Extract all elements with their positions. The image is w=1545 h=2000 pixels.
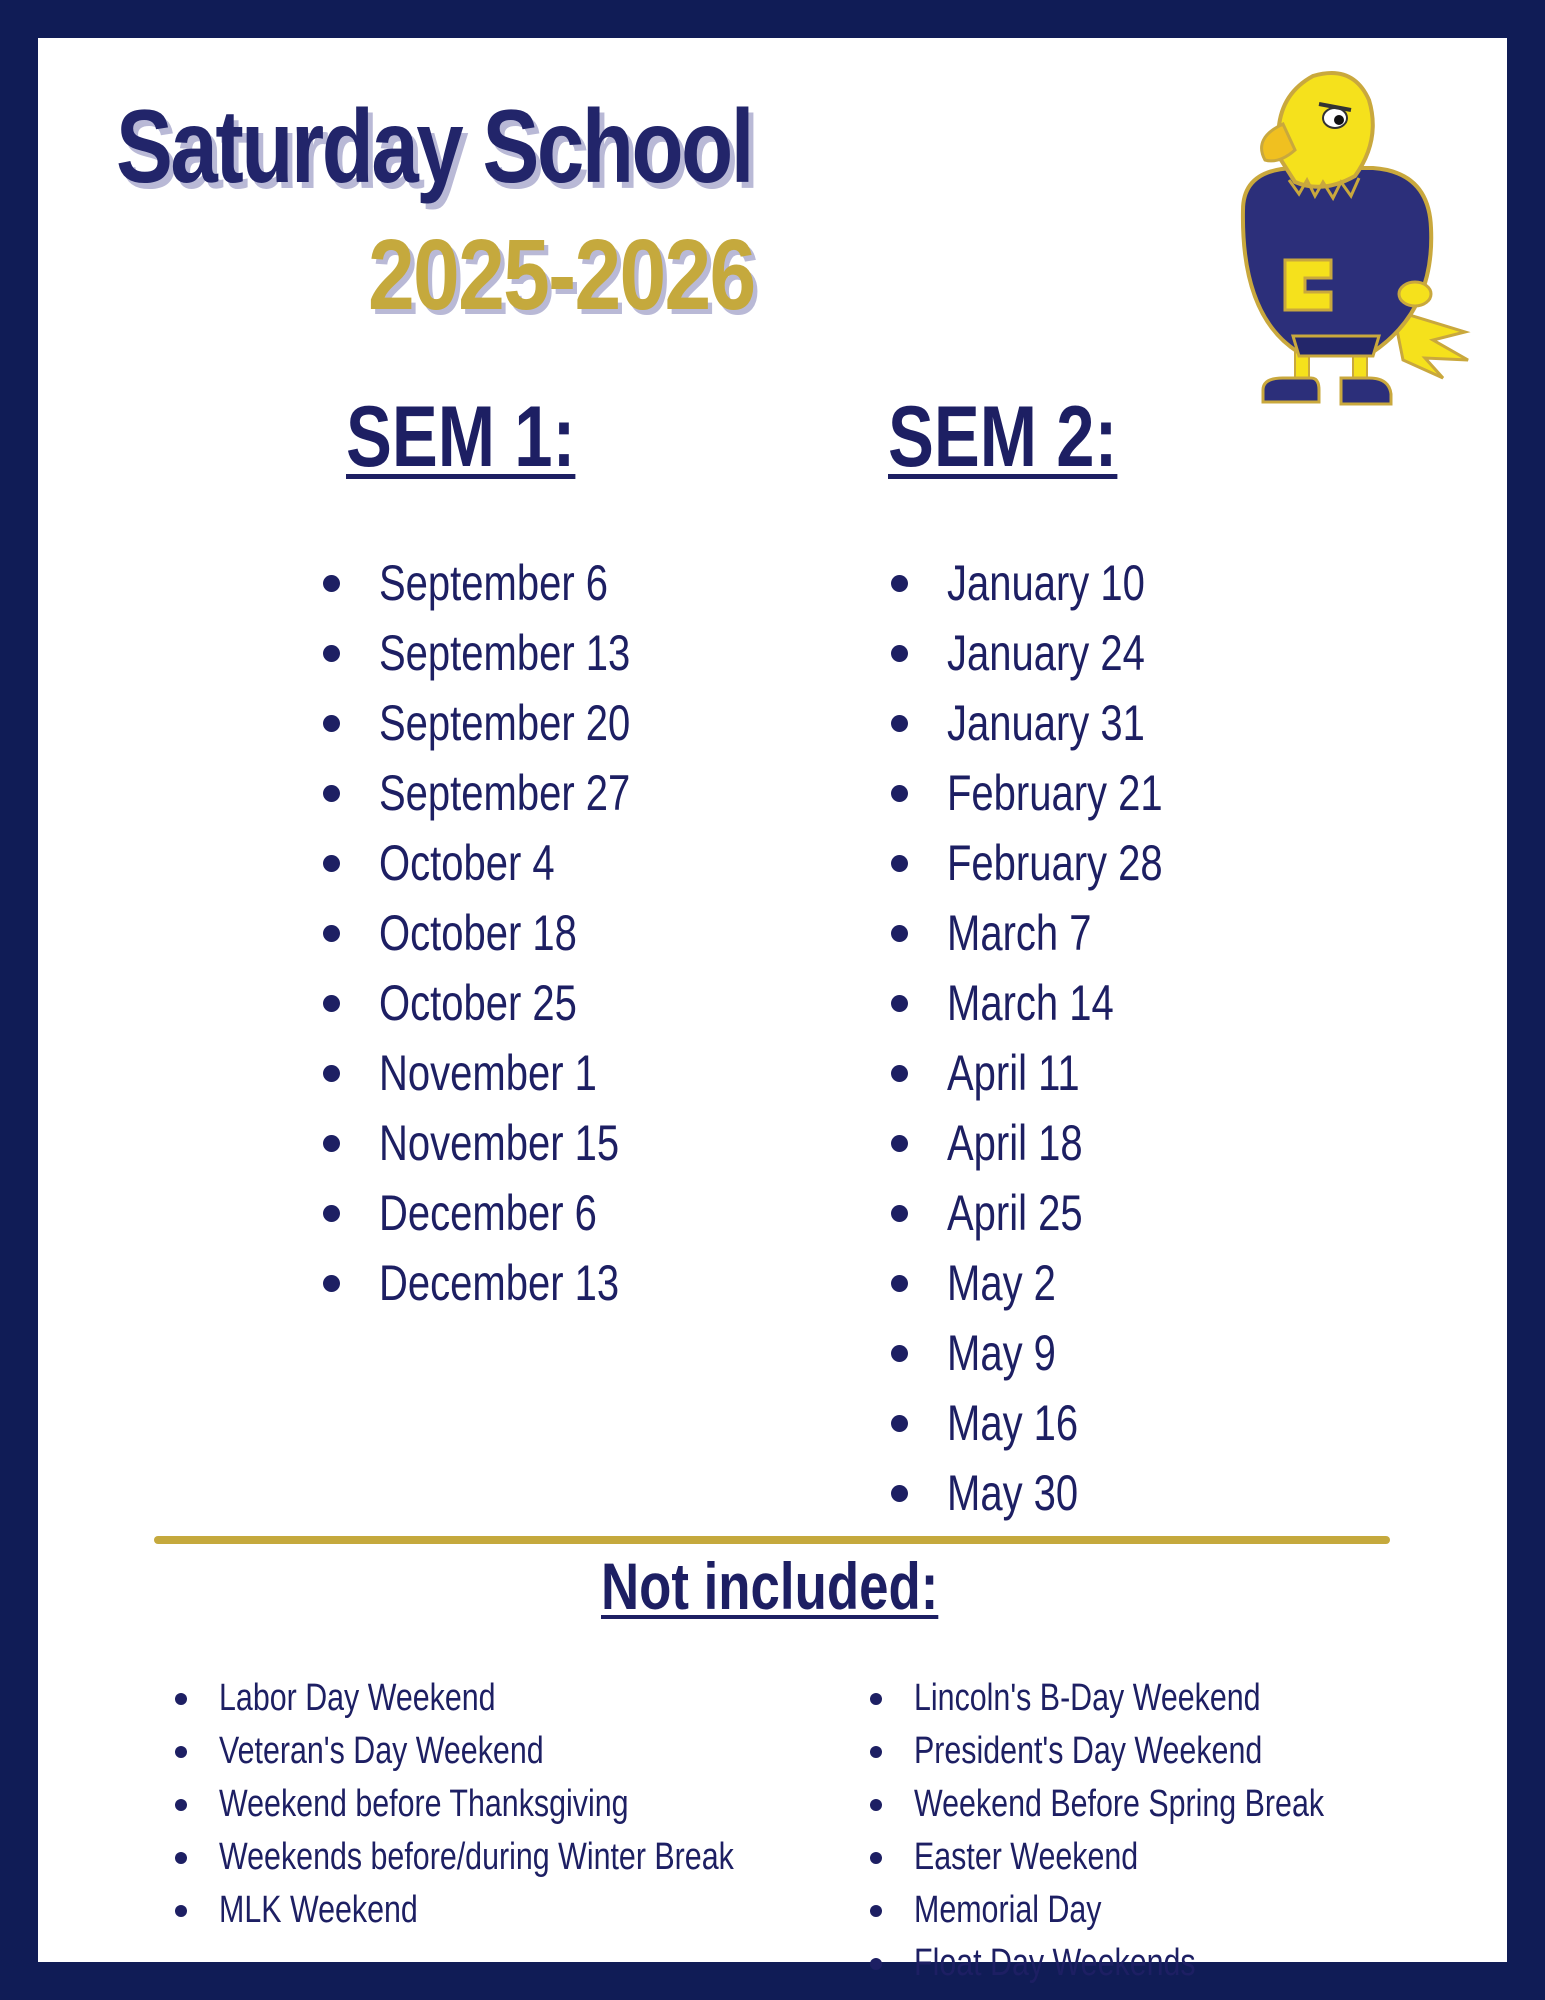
- list-item: February 21: [891, 758, 1391, 828]
- bullet-icon: [891, 995, 908, 1012]
- list-item: January 24: [891, 618, 1391, 688]
- bullet-icon: [323, 1065, 340, 1082]
- bullet-icon: [175, 1852, 187, 1864]
- bullet-icon: [175, 1693, 187, 1705]
- bullet-icon: [891, 1345, 908, 1362]
- bullet-icon: [323, 1205, 340, 1222]
- list-item: April 18: [891, 1108, 1391, 1178]
- bullet-icon: [870, 1905, 882, 1917]
- list-item: Lincoln's B-Day Weekend: [870, 1672, 1490, 1725]
- bullet-icon: [175, 1905, 187, 1917]
- bullet-icon: [891, 1275, 908, 1292]
- bullet-icon: [323, 715, 340, 732]
- gold-divider: [154, 1536, 1390, 1544]
- bullet-icon: [323, 575, 340, 592]
- list-item: May 30: [891, 1458, 1391, 1528]
- bullet-icon: [891, 1205, 908, 1222]
- list-item: September 20: [323, 688, 823, 758]
- bullet-icon: [891, 1135, 908, 1152]
- bullet-icon: [891, 925, 908, 942]
- bullet-icon: [891, 785, 908, 802]
- sem1-date-list: [323, 548, 823, 1318]
- list-item: Memorial Day: [870, 1884, 1490, 1937]
- list-item: September 13: [323, 618, 823, 688]
- bullet-icon: [870, 1693, 882, 1705]
- list-item: December 6: [323, 1178, 823, 1248]
- bullet-icon: [891, 1485, 908, 1502]
- not-included-heading: Not included:: [601, 1549, 939, 1623]
- list-item: November 15: [323, 1108, 823, 1178]
- list-item: Float Day Weekends: [870, 1937, 1490, 1990]
- list-item: Weekend Before Spring Break: [870, 1778, 1490, 1831]
- list-item: October 4: [323, 828, 823, 898]
- bullet-icon: [175, 1746, 187, 1758]
- list-item: March 7: [891, 898, 1391, 968]
- list-item: March 14: [891, 968, 1391, 1038]
- bullet-icon: [870, 1746, 882, 1758]
- not-included-list-left: [175, 1672, 795, 1937]
- bullet-icon: [891, 855, 908, 872]
- bullet-icon: [891, 715, 908, 732]
- bullet-icon: [323, 925, 340, 942]
- list-item: May 9: [891, 1318, 1391, 1388]
- list-item: Easter Weekend: [870, 1831, 1490, 1884]
- bullet-icon: [323, 1135, 340, 1152]
- list-item: Labor Day Weekend: [175, 1672, 795, 1725]
- bullet-icon: [323, 645, 340, 662]
- list-item: Weekends before/during Winter Break: [175, 1831, 795, 1884]
- page-title: Saturday School: [116, 89, 753, 205]
- bullet-icon: [870, 1958, 882, 1970]
- list-item: April 25: [891, 1178, 1391, 1248]
- list-item: September 6: [323, 548, 823, 618]
- sem2-heading: SEM 2:: [888, 389, 1118, 485]
- sem1-heading: SEM 1:: [346, 389, 576, 485]
- bullet-icon: [323, 785, 340, 802]
- bullet-icon: [323, 855, 340, 872]
- bullet-icon: [175, 1799, 187, 1811]
- bullet-icon: [891, 645, 908, 662]
- list-item: President's Day Weekend: [870, 1725, 1490, 1778]
- list-item: MLK Weekend: [175, 1884, 795, 1937]
- sem2-date-list: [891, 548, 1391, 1528]
- not-included-list-right: [870, 1672, 1490, 1990]
- list-item: February 28: [891, 828, 1391, 898]
- list-item: May 2: [891, 1248, 1391, 1318]
- list-item: May 16: [891, 1388, 1391, 1458]
- list-item: September 27: [323, 758, 823, 828]
- bullet-icon: [870, 1799, 882, 1811]
- list-item: November 1: [323, 1038, 823, 1108]
- school-year: 2025-2026: [368, 219, 755, 331]
- list-item: October 18: [323, 898, 823, 968]
- list-item: December 13: [323, 1248, 823, 1318]
- list-item: April 11: [891, 1038, 1391, 1108]
- bullet-icon: [870, 1852, 882, 1864]
- bullet-icon: [891, 575, 908, 592]
- flyer-page: [38, 38, 1507, 1984]
- list-item: October 25: [323, 968, 823, 1038]
- bullet-icon: [891, 1065, 908, 1082]
- bullet-icon: [891, 1415, 908, 1432]
- bullet-icon: [323, 1275, 340, 1292]
- list-item: January 10: [891, 548, 1391, 618]
- list-item: Weekend before Thanksgiving: [175, 1778, 795, 1831]
- list-item: Veteran's Day Weekend: [175, 1725, 795, 1778]
- bullet-icon: [323, 995, 340, 1012]
- bird-mascot-icon: [1203, 60, 1471, 420]
- list-item: January 31: [891, 688, 1391, 758]
